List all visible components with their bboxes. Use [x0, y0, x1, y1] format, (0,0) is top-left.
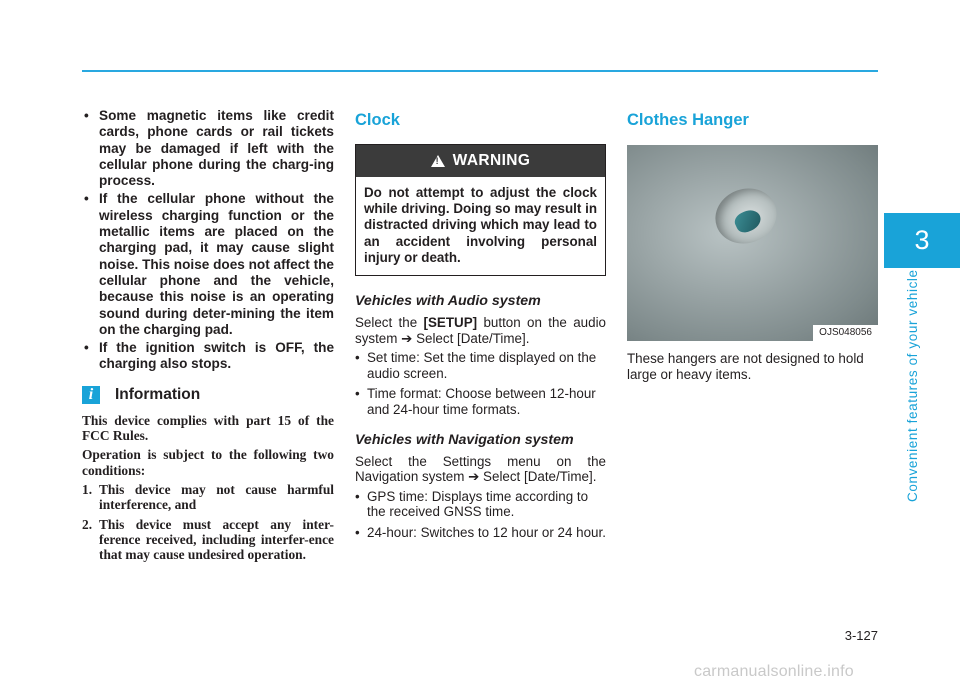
audio-intro-after: button on the audio system ➔ Select [Date/Time]. — [355, 315, 606, 346]
warning-triangle-icon — [431, 155, 445, 167]
header-rule — [82, 70, 878, 72]
list-item: • If the cellular phone without the wireless charging function or the metallic items are placed on the charging pad, it may cause slight noise. This noise does not affect the cellular phone and the vehicle, because this noise is an operating sound during deter-mining the item on the charging pad. — [82, 191, 334, 338]
audio-intro — [355, 315, 606, 346]
clock-title: Clock — [355, 111, 400, 129]
item-text: This device must accept any inter-ference received, including interfer-ence that may cause undesired operation. — [99, 516, 334, 563]
clothes-hanger-photo — [627, 145, 878, 341]
item-number: 2. — [82, 516, 93, 532]
warning-label: WARNING — [452, 152, 531, 169]
list-item — [82, 482, 334, 513]
list-item: • Time format: Choose between 12-hour and 24-hour time formats. — [355, 386, 606, 417]
warning-header — [356, 145, 605, 177]
column-clock — [355, 108, 606, 546]
audio-options-list — [355, 350, 606, 417]
chapter-side-title — [898, 269, 922, 502]
list-item: • If the ignition switch is OFF, the charging also stops. — [82, 340, 334, 373]
clothes-hanger-title: Clothes Hanger — [627, 111, 749, 129]
navigation-subtitle: Vehicles with Navigation system — [355, 431, 574, 448]
chapter-number-tab — [884, 213, 960, 268]
conditions-list — [82, 482, 334, 562]
information-label: Information — [115, 385, 201, 403]
audio-intro-before: Select the — [355, 315, 424, 331]
list-item — [82, 517, 334, 563]
image-code: OJS048056 — [813, 325, 878, 341]
column-wireless-charging — [82, 108, 334, 566]
item-text: This device may not cause harmful interference, and — [99, 481, 334, 513]
chapter-number: 3 — [914, 225, 930, 255]
charging-notes-list — [82, 108, 334, 373]
item-number: 1. — [82, 481, 93, 497]
info-icon: i — [82, 386, 100, 404]
hanger-caution-text: These hangers are not designed to hold large or heavy items. — [627, 351, 864, 382]
list-item: • Some magnetic items like credit cards, phone cards or rail tickets may be damaged if left with the cellular phone during the charg-ing process. — [82, 108, 334, 189]
navigation-intro: Select the Settings menu on the Navigation system ➔ Select [Date/Time]. — [355, 453, 606, 485]
chapter-title: Convenient features of your vehicle — [905, 269, 920, 502]
column-clothes-hanger — [627, 108, 878, 382]
setup-button-name: [SETUP] — [423, 315, 478, 331]
watermark: carmanualsonline.info — [694, 663, 854, 680]
page-number: 3-127 — [844, 628, 878, 643]
information-body — [82, 413, 334, 563]
information-heading — [82, 385, 334, 405]
warning-box — [355, 144, 606, 276]
list-item: • GPS time: Displays time according to the received GNSS time. — [355, 489, 606, 520]
navigation-options-list — [355, 489, 606, 541]
audio-subtitle: Vehicles with Audio system — [355, 293, 541, 310]
warning-text: Do not attempt to adjust the clock while driving. Doing so may result in distracted driving which may lead to an accident involving personal injury or death. — [364, 185, 597, 265]
list-item: • Set time: Set the time displayed on the audio screen. — [355, 350, 606, 381]
list-item: • 24-hour: Switches to 12 hour or 24 hour. — [355, 525, 606, 541]
fcc-paragraph: This device complies with part 15 of the FCC Rules. — [82, 412, 334, 444]
conditions-paragraph: Operation is subject to the following two conditions: — [82, 447, 334, 478]
